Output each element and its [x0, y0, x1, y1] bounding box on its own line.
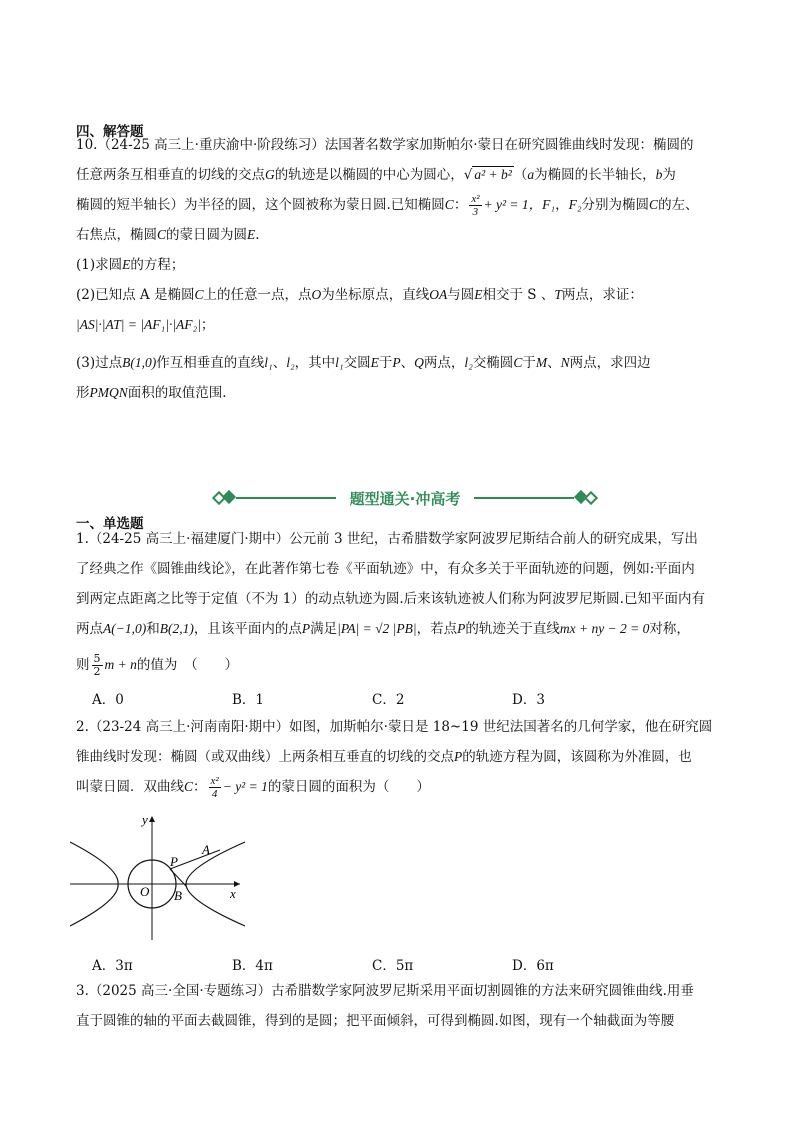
q10-line-3: 椭圆的短半轴长）为半径的圆，这个圆被称为蒙日圆.已知椭圆C： $\frac{\text{x²}}{3}$ + y² = 1，F₁，F₂分别为椭圆C的左、: [76, 193, 699, 218]
option-b[interactable]: B．1: [232, 692, 265, 708]
banner-rule-right: [474, 497, 574, 499]
fraction: $\frac{5}{2}$: [93, 652, 101, 678]
q10-part-1: (1)求圆E的方程；: [76, 257, 185, 273]
q10-line-2: 任意两条互相垂直的切线的交点G的轨迹是以椭圆的中心为圆心，√ a² + b² （a为椭圆的长半轴长，b为: [76, 167, 676, 183]
question-1: [76, 524, 726, 680]
section-heading-answer: 四、解答题: [76, 124, 144, 140]
q3-line-1: 3.（2025 高三·全国·专题练习）古希腊数学家阿波罗尼斯采用平面切割圆锥的方法来研究圆锥曲线.用垂: [76, 983, 694, 999]
option-a[interactable]: A．3π: [92, 958, 133, 974]
fraction: $\frac{\text{x²}}{3}$: [471, 193, 480, 218]
q10-line-4: 右焦点，椭圆C的蒙日圆为圆E.: [76, 227, 260, 243]
banner-title: 题型通关·冲高考: [349, 490, 461, 508]
q3-line-2: 直于圆锥的轴的平面去截圆锥，得到的是圆；把平面倾斜，可得到椭圆.如图，现有一个轴截面为等腰: [76, 1013, 675, 1029]
q1-line-4: 两点A(−1,0)和B(2,1)，且该平面内的点P满足|PA| = √2 |PB|，若点P的轨迹关于直线mx + ny − 2 = 0对称，: [76, 621, 690, 637]
section-banner: [210, 486, 600, 510]
origin-label: O: [140, 884, 150, 899]
option-d[interactable]: D．6π: [512, 958, 554, 974]
q10-part-2: (2)已知点 A 是椭圆C上的任意一点，点O为坐标原点，直线OA与圆E相交于 S 、T两点，求证：: [76, 287, 643, 303]
option-a[interactable]: A．0: [92, 692, 124, 708]
q1-line-1: 1.（24-25 高三上·福建厦门·期中）公元前 3 世纪，古希腊数学家阿波罗尼斯结合前人的研究成果，写出: [76, 531, 698, 547]
point-a-label: A: [202, 842, 210, 857]
y-axis-label: y: [142, 812, 148, 827]
option-c[interactable]: C．5π: [372, 958, 414, 974]
question-2: [76, 712, 726, 802]
tangent-line-pb: [170, 869, 186, 886]
fraction: $\frac{\text{x²}}{4}$: [210, 775, 219, 800]
point-b-label: B: [174, 888, 182, 903]
q1-line-3: 到两定点距离之比等于定值（不为 1）的动点轨迹为圆.后来该轨迹被人们称为阿波罗尼斯圆.已知平面内有: [76, 591, 705, 607]
question-10: [76, 130, 726, 408]
q1-options: [92, 688, 692, 708]
q2-line-1: 2.（23-24 高三上·河南南阳·期中）如图，加斯帕尔·蒙日是 18~19 世纪法国著名的几何学家，他在研究圆: [76, 719, 713, 735]
x-axis-label: x: [230, 886, 236, 901]
q10-part-2-equation: |AS|·|AT| = |AF₁|·|AF₂|；: [76, 317, 215, 333]
q2-line-3: 叫蒙日圆．双曲线C： $\frac{\text{x²}}{4}$ − y² = 1的蒙日圆的面积为（ ）: [76, 775, 430, 800]
hyperbola-figure: [70, 812, 250, 942]
question-3: [76, 976, 726, 1036]
q2-options: [92, 954, 692, 974]
y-axis-arrow-icon: [149, 816, 155, 822]
q10-line-1: 10.（24-25 高三上·重庆渝中·阶段练习）法国著名数学家加斯帕尔·蒙日在研究圆锥曲线时发现：椭圆的: [76, 137, 694, 153]
option-b[interactable]: B．4π: [232, 958, 273, 974]
option-c[interactable]: C．2: [372, 692, 405, 708]
q1-line-2: 了经典之作《圆锥曲线论》，在此著作第七卷《平面轨迹》中，有众多关于平面轨迹的问题，例如:平面内: [76, 561, 695, 577]
q2-line-2: 锥曲线时发现：椭圆（或双曲线）上两条相互垂直的切线的交点P的轨迹方程为圆，该圆称为外准圆，也: [76, 749, 692, 765]
q10-part-3-cont: 形PMQN面积的取值范围.: [76, 385, 227, 401]
option-d[interactable]: D．3: [512, 692, 545, 708]
point-p-label: P: [170, 854, 178, 869]
q10-part-3: (3)过点B(1,0)作互相垂直的直线l₁、l₂，其中l₁交圆E于P、Q两点，l₂交椭圆C于M、N两点，求四边: [76, 355, 651, 371]
q1-line-5: 则 $\frac{5}{2}$ m + n的值为 （ ）: [76, 652, 239, 678]
section-heading-single-choice: 一、单选题: [76, 516, 144, 532]
